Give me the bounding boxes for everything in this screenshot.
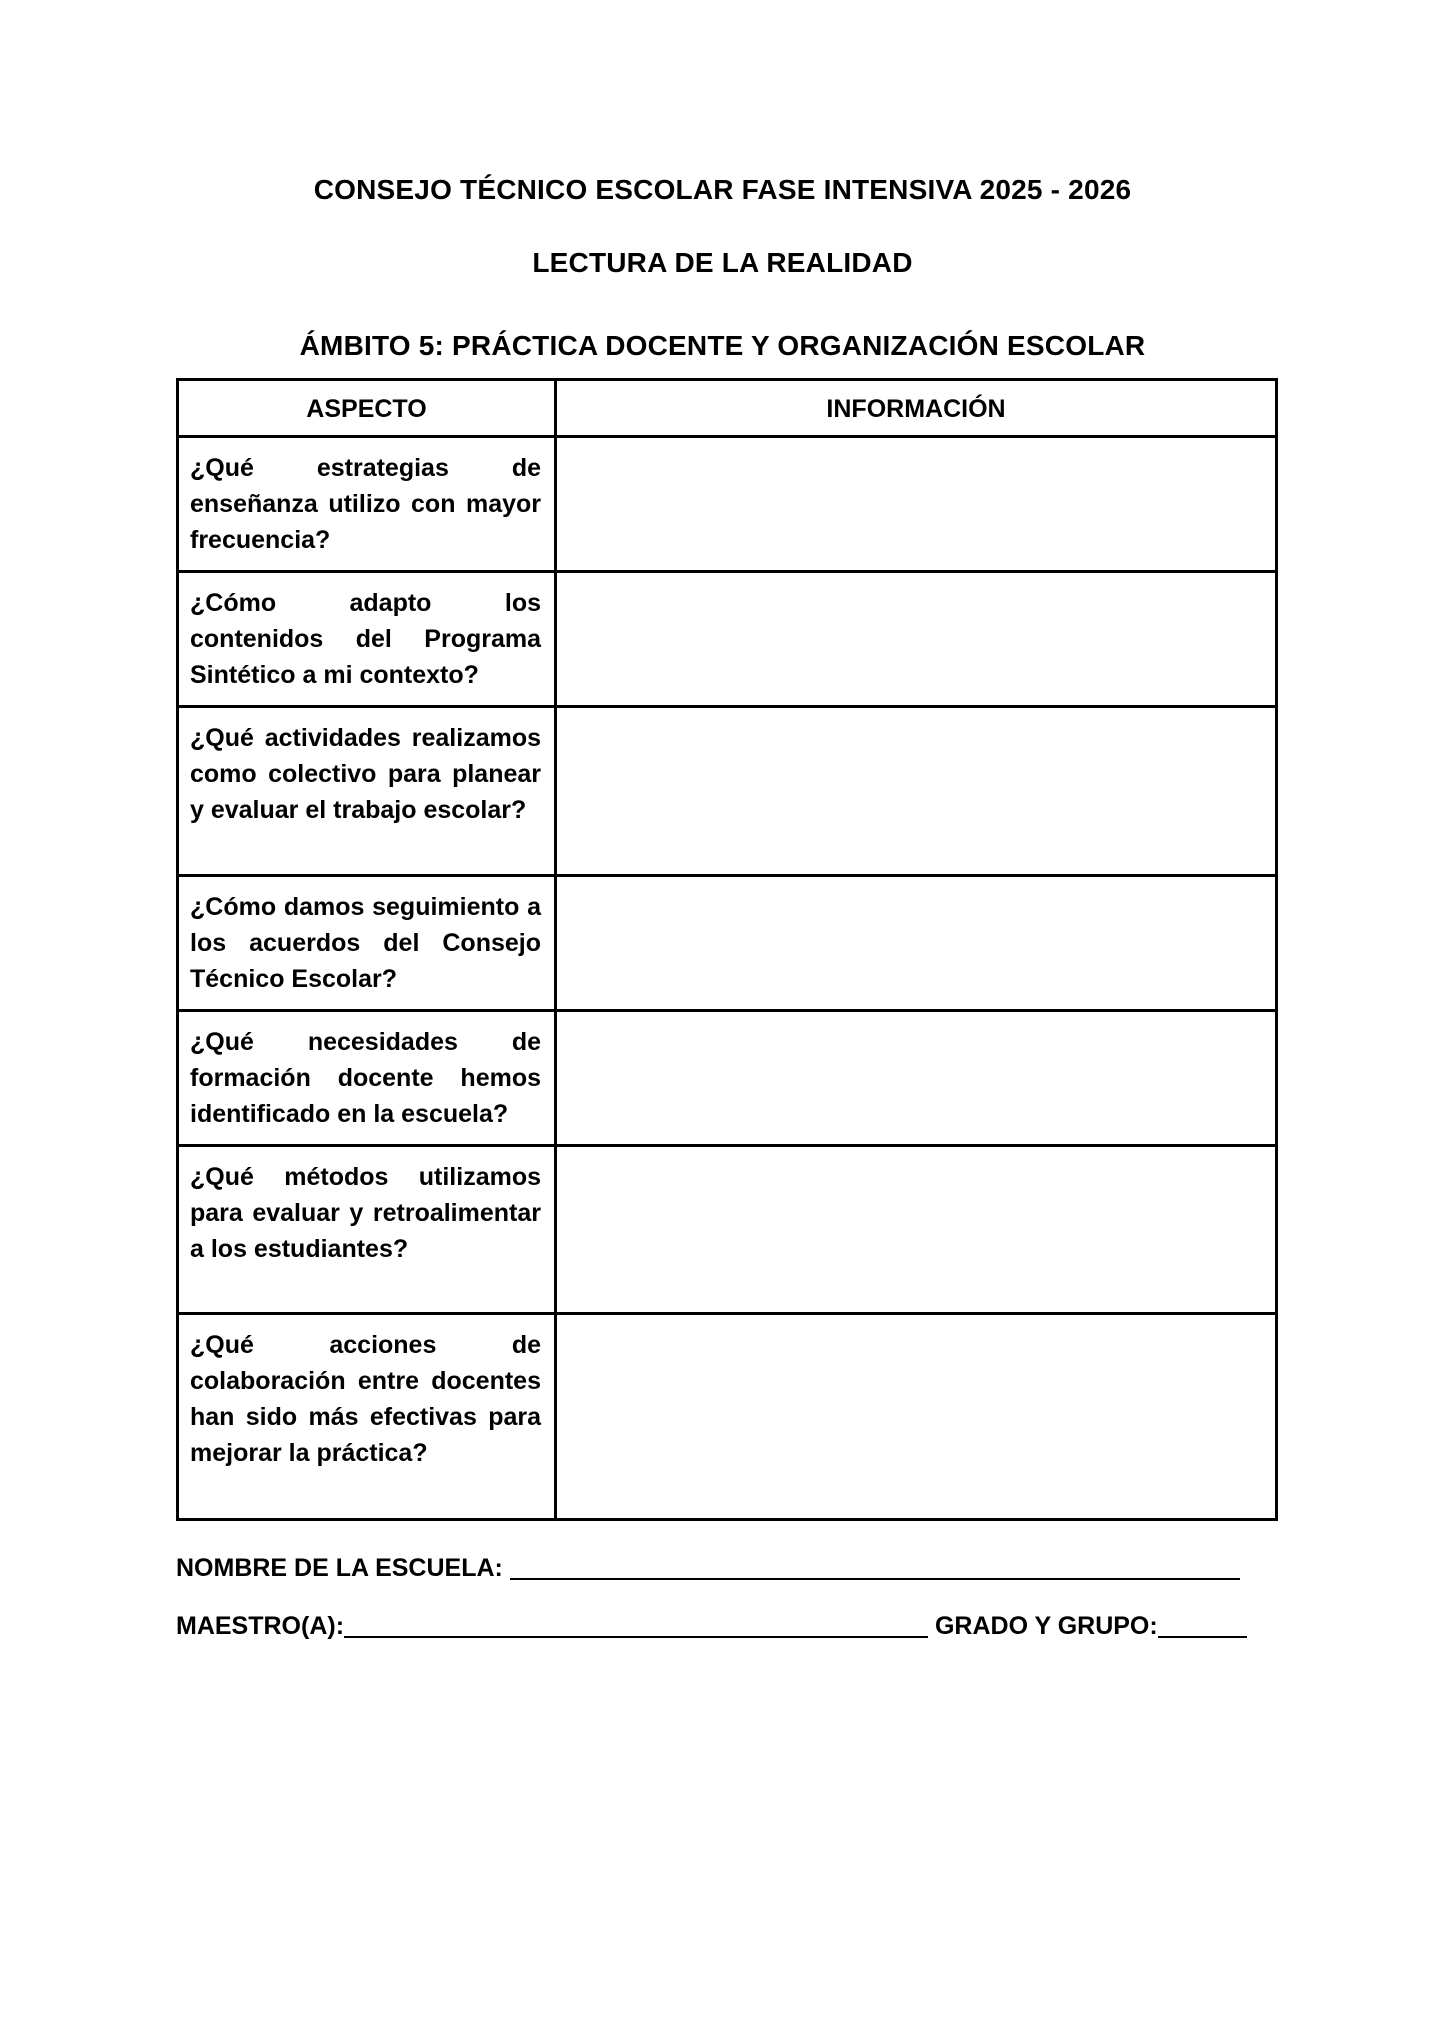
aspect-cell bbox=[178, 572, 556, 707]
table-row bbox=[178, 707, 1277, 876]
document-title: CONSEJO TÉCNICO ESCOLAR FASE INTENSIVA 2025 - 2026 bbox=[313, 174, 1132, 205]
table-header-row bbox=[178, 380, 1277, 437]
aspect-information-table bbox=[176, 378, 1278, 1521]
information-cell[interactable] bbox=[556, 1314, 1277, 1520]
table-row bbox=[178, 876, 1277, 1011]
school-name-field[interactable] bbox=[510, 1552, 1240, 1580]
information-cell[interactable] bbox=[556, 572, 1277, 707]
school-name-line bbox=[176, 1552, 1240, 1583]
table-row bbox=[178, 1314, 1277, 1520]
information-cell[interactable] bbox=[556, 1011, 1277, 1146]
information-cell[interactable] bbox=[556, 876, 1277, 1011]
aspect-question: ¿Qué necesidades de formación docente hemos identificado en la escuela? bbox=[190, 1028, 541, 1128]
aspect-question: ¿Qué métodos utilizamos para evaluar y retroalimentar a los estudiantes? bbox=[190, 1163, 541, 1263]
grade-group-label: GRADO Y GRUPO: bbox=[934, 1612, 1158, 1640]
teacher-grade-line bbox=[176, 1610, 1247, 1641]
aspect-cell bbox=[178, 1146, 556, 1314]
aspect-question: ¿Cómo adapto los contenidos del Programa Sintético a mi contexto? bbox=[190, 589, 541, 689]
section-heading: ÁMBITO 5: PRÁCTICA DOCENTE Y ORGANIZACIÓN ESCOLAR bbox=[299, 330, 1146, 361]
aspect-cell bbox=[178, 1314, 556, 1520]
information-cell[interactable] bbox=[556, 437, 1277, 572]
teacher-field[interactable] bbox=[344, 1610, 928, 1638]
aspect-question: ¿Qué acciones de colaboración entre docentes han sido más efectivas para mejorar la práctica? bbox=[190, 1331, 541, 1467]
table-row bbox=[178, 437, 1277, 572]
grade-group-field[interactable] bbox=[1158, 1610, 1247, 1638]
column-header-aspecto: ASPECTO bbox=[178, 380, 556, 437]
aspect-cell bbox=[178, 437, 556, 572]
aspect-cell bbox=[178, 876, 556, 1011]
aspect-question: ¿Qué actividades realizamos como colectivo para planear y evaluar el trabajo escolar? bbox=[190, 724, 541, 824]
aspect-cell bbox=[178, 1011, 556, 1146]
teacher-label: MAESTRO(A): bbox=[176, 1612, 345, 1640]
document-subtitle: LECTURA DE LA REALIDAD bbox=[532, 247, 913, 278]
aspect-question: ¿Cómo damos seguimiento a los acuerdos del Consejo Técnico Escolar? bbox=[190, 893, 541, 993]
information-cell[interactable] bbox=[556, 707, 1277, 876]
school-name-label: NOMBRE DE LA ESCUELA: bbox=[176, 1554, 503, 1582]
table-row bbox=[178, 572, 1277, 707]
aspect-cell bbox=[178, 707, 556, 876]
aspect-question: ¿Qué estrategias de enseñanza utilizo con mayor frecuencia? bbox=[190, 454, 541, 554]
table-row bbox=[178, 1011, 1277, 1146]
column-header-informacion: INFORMACIÓN bbox=[556, 380, 1277, 437]
information-cell[interactable] bbox=[556, 1146, 1277, 1314]
table-row bbox=[178, 1146, 1277, 1314]
